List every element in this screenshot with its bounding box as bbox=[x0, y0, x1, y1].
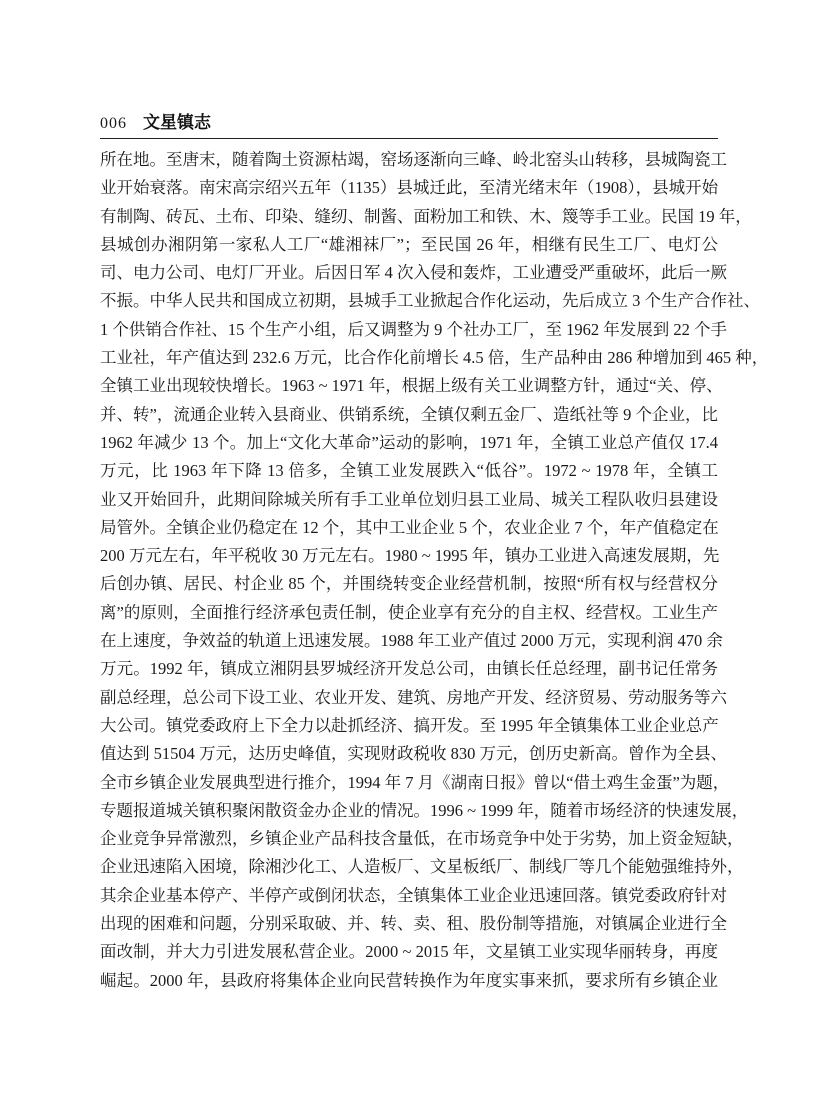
page-number: 006 bbox=[100, 115, 127, 132]
text-line: 县城创办湘阴第一家私人工厂“雄湘袜厂”；至民国 26 年，相继有民生工厂、电灯公 bbox=[100, 234, 718, 254]
text-line: 企业迅速陷入困境，除湘沙化工、人造板厂、文星板纸厂、制线厂等几个能勉强维持外， bbox=[100, 857, 744, 877]
text-line: 全市乡镇企业发展典型进行推介，1994 年 7 月《湖南日报》曾以“借土鸡生金蛋”为题， bbox=[100, 772, 730, 792]
body-text bbox=[100, 146, 769, 995]
text-line: 万元。1992 年，镇成立湘阴县罗城经济开发总公司，由镇长任总经理，副书记任常务 bbox=[100, 659, 718, 679]
text-line: 后创办镇、居民、村企业 85 个，并围绕转变企业经营机制，按照“所有权与经营权分 bbox=[100, 574, 718, 594]
text-line: 全镇工业出现较快增长。1963 ~ 1971 年，根据上级有关工业调整方针，通过“关、停、 bbox=[100, 376, 723, 396]
text-line: 业开始衰落。南宋高宗绍兴五年（1135）县城迁此，至清光绪末年（1908），县城开始 bbox=[100, 178, 719, 198]
text-line: 离”的原则，全面推行经济承包责任制，使企业享有充分的自主权、经营权。工业生产 bbox=[100, 602, 718, 622]
text-line: 崛起。2000 年，县政府将集体企业向民营转换作为年度实事来抓，要求所有乡镇企业 bbox=[100, 970, 718, 990]
text-line: 专题报道城关镇积聚闲散资金办企业的情况。1996 ~ 1999 年，随着市场经济的快速发展， bbox=[100, 800, 749, 820]
text-line: 工业社，年产值达到 232.6 万元，比合作化前增长 4.5 倍，生产品种由 286 种增加到 465 种， bbox=[100, 348, 769, 368]
text-line: 局管外。全镇企业仍稳定在 12 个，其中工业企业 5 个，农业企业 7 个，年产值稳定在 bbox=[100, 517, 719, 537]
running-header bbox=[100, 108, 718, 139]
text-line: 出现的困难和问题，分别采取破、并、转、卖、租、股份制等措施，对镇属企业进行全 bbox=[100, 914, 727, 934]
text-line: 大公司。镇党委政府上下全力以赴抓经济、搞开发。至 1995 年全镇集体工业企业总产 bbox=[100, 715, 719, 735]
text-line: 万元，比 1963 年下降 13 倍多，全镇工业发展跌入“低谷”。1972 ~ 1978 年，全镇工 bbox=[100, 461, 718, 481]
text-line: 不振。中华人民共和国成立初期，县城手工业掀起合作化运动，先后成立 3 个生产合作社、 bbox=[100, 291, 760, 311]
text-line: 所在地。至唐末，随着陶土资源枯竭，窑场逐渐向三峰、岭北窑头山转移，县城陶瓷工 bbox=[100, 150, 727, 169]
text-line: 司、电力公司、电灯厂开业。后因日军 4 次入侵和轰炸，工业遭受严重破坏，此后一厥 bbox=[100, 263, 727, 283]
text-line: 有制陶、砖瓦、土布、印染、缝纫、制酱、面粉加工和铁、木、篾等手工业。民国 19 年， bbox=[100, 206, 752, 226]
text-line: 企业竞争异常激烈，乡镇企业产品科技含量低，在市场竞争中处于劣势，加上资金短缺， bbox=[100, 829, 744, 849]
text-line: 在上速度，争效益的轨道上迅速发展。1988 年工业产值过 2000 万元，实现利润 470 余 bbox=[100, 631, 723, 651]
text-line: 业又开始回升，此期间除城关所有手工业单位划归县工业局、城关工程队收归县建设 bbox=[100, 489, 718, 509]
text-line: 并、转”，流通企业转入县商业、供销系统，全镇仅剩五金厂、造纸社等 9 个企业，比 bbox=[100, 404, 718, 424]
text-line: 1962 年减少 13 个。加上“文化大革命”运动的影响，1971 年，全镇工业总产值仅 17.4 bbox=[100, 432, 718, 452]
text-line: 副总经理，总公司下设工业、农业开发、建筑、房地产开发、经济贸易、劳动服务等六 bbox=[100, 687, 727, 707]
text-line: 值达到 51504 万元，达历史峰值，实现财政税收 830 万元，创历史新高。曾作为全县、 bbox=[100, 744, 727, 764]
book-title: 文星镇志 bbox=[143, 113, 211, 132]
text-line: 1 个供销合作社、15 个生产小组，后又调整为 9 个社办工厂，至 1962 年发展到 22 个手 bbox=[100, 319, 727, 339]
text-line: 面改制，并大力引进发展私营企业。2000 ~ 2015 年，文星镇工业实现华丽转身，再度 bbox=[100, 942, 718, 962]
text-line: 200 万元左右，年平税收 30 万元左右。1980 ~ 1995 年，镇办工业进入高速发展期，先 bbox=[100, 546, 720, 566]
text-line: 其余企业基本停产、半停产或倒闭状态，全镇集体工业企业迅速回落。镇党委政府针对 bbox=[100, 885, 727, 905]
